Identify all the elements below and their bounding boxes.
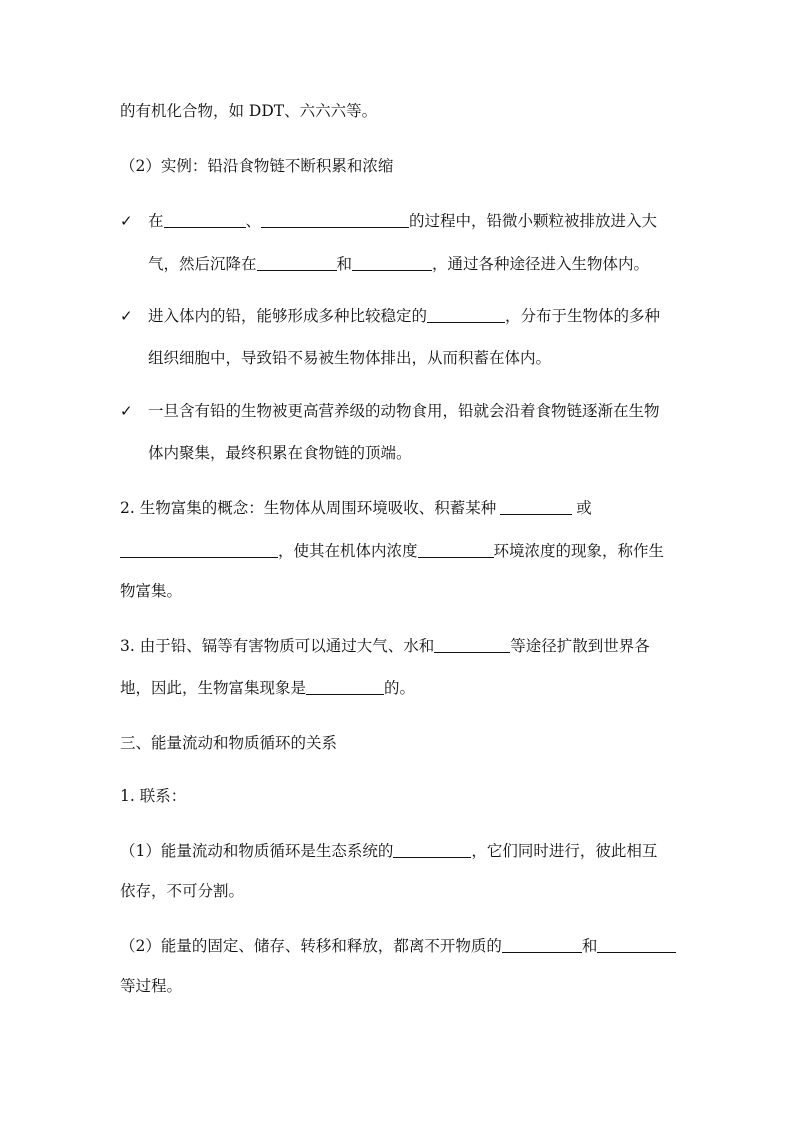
fill-blank[interactable]: [597, 936, 676, 953]
fill-blank[interactable]: [500, 498, 572, 515]
text-line: 3. 由于铅、镉等有害物质可以通过大气、水和 等途径扩散到世界各: [120, 637, 650, 655]
check-icon: ✓: [120, 402, 133, 420]
fill-blank[interactable]: [352, 254, 432, 271]
section-heading: 三、能量流动和物质循环的关系: [120, 734, 338, 752]
text-line: 2. 生物富集的概念：生物体从周围环境吸收、积蓄某种 或: [120, 499, 592, 517]
fill-blank[interactable]: [502, 936, 582, 953]
bullet-line: 组织细胞中，导致铅不易被生物体排出，从而积蓄在体内。: [148, 349, 552, 367]
text-line: 的有机化合物，如 DDT、六六六等。: [120, 102, 378, 120]
bullet-line: 体内聚集，最终积累在食物链的顶端。: [148, 444, 412, 462]
fill-blank[interactable]: [306, 678, 384, 695]
fill-blank[interactable]: [427, 306, 505, 323]
text-line: ，使其在机体内浓度 环境浓度的现象，称作生: [120, 540, 676, 562]
fill-blank[interactable]: [434, 636, 510, 653]
bullet-line: 进入体内的铅，能够形成多种比较稳定的 ，分布于生物体的多种: [148, 307, 661, 325]
bullet-line: 气，然后沉降在 和 ，通过各种途径进入生物体内。: [148, 255, 650, 273]
fill-blank[interactable]: [418, 541, 494, 558]
fill-blank[interactable]: [393, 841, 471, 858]
fill-blank[interactable]: [164, 211, 246, 228]
fill-blank[interactable]: [120, 541, 278, 558]
fill-blank[interactable]: [257, 254, 337, 271]
sub-heading: 1. 联系：: [120, 787, 187, 805]
text-line: （2）能量的固定、储存、转移和释放，都离不开物质的 和: [120, 935, 676, 957]
sub-heading: （2）实例：铅沿食物链不断积累和浓缩: [120, 157, 394, 175]
fill-blank[interactable]: [261, 211, 409, 228]
bullet-line: 一旦含有铅的生物被更高营养级的动物食用，铅就会沿着食物链逐渐在生物: [148, 402, 660, 420]
check-icon: ✓: [120, 212, 133, 230]
text-line: 物富集。: [120, 582, 183, 600]
check-icon: ✓: [120, 307, 133, 325]
text-line: 等过程。: [120, 977, 183, 995]
bullet-line: 在 、 的过程中，铅微小颗粒被排放进入大: [148, 212, 658, 230]
text-line: （1）能量流动和物质循环是生态系统的 ，它们同时进行，彼此相互: [120, 842, 658, 860]
text-line: 依存，不可分割。: [120, 882, 245, 900]
text-line: 地，因此，生物富集现象是 的。: [120, 679, 416, 697]
